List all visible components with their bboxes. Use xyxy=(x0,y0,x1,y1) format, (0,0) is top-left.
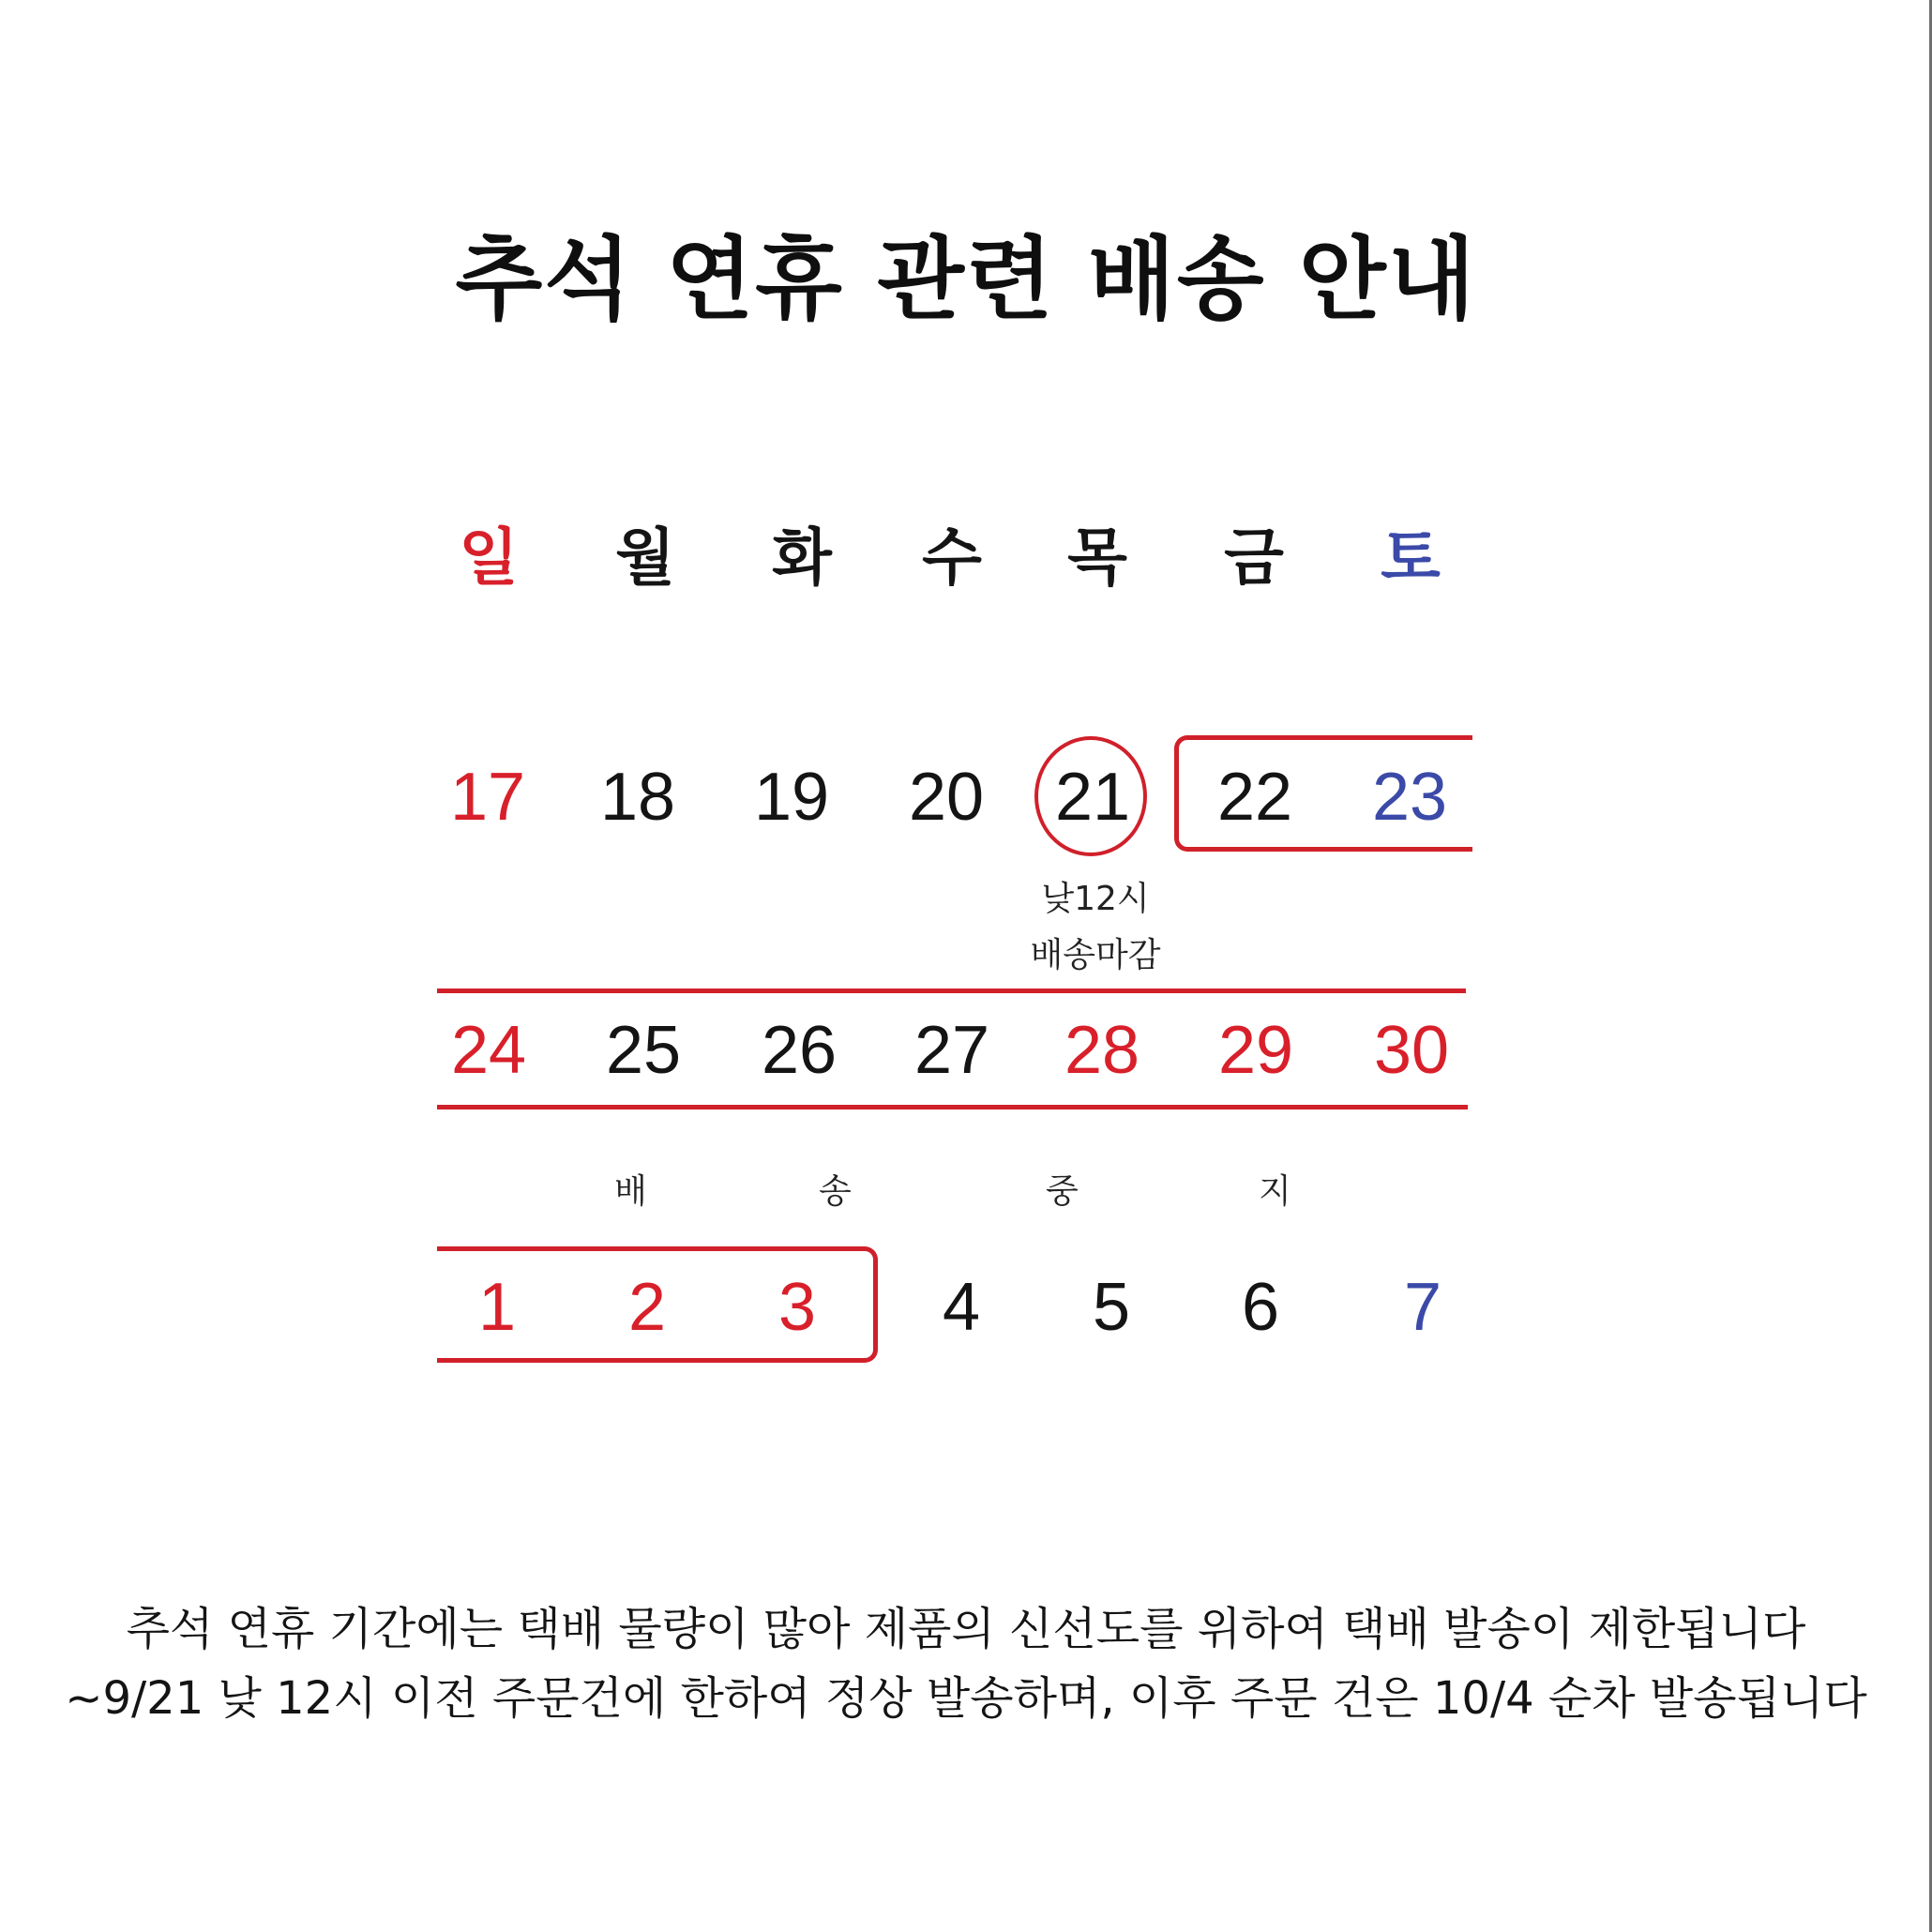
date-cell: 22 xyxy=(1216,760,1293,835)
date-cell: 30 xyxy=(1373,1013,1450,1088)
date-cell: 28 xyxy=(1064,1013,1140,1088)
date-cell: 6 xyxy=(1241,1270,1280,1345)
weekday-sat: 토 xyxy=(1381,521,1441,594)
date-cell: 23 xyxy=(1371,760,1448,835)
page-title: 추석 연휴 관련 배송 안내 xyxy=(455,227,1477,332)
holiday-line-bottom xyxy=(437,1105,1468,1109)
date-cell: 3 xyxy=(777,1270,817,1345)
date-cell: 17 xyxy=(449,760,526,835)
date-cell: 4 xyxy=(942,1270,981,1345)
suspension-label-char: 배 xyxy=(614,1172,647,1211)
cutoff-note-time: 낮12시 xyxy=(1041,880,1150,918)
date-cell: 19 xyxy=(753,760,830,835)
footer-notice-line2: ~9/21 낮 12시 이전 주문건에 한하여 정상 발송하며, 이후 주문 건은 10/4 순차 발송됩니다 xyxy=(65,1672,1867,1725)
date-cell: 5 xyxy=(1092,1270,1131,1345)
suspension-label-char: 지 xyxy=(1259,1172,1291,1211)
date-cell: 25 xyxy=(605,1013,682,1088)
date-cell-cutoff: 21 xyxy=(1054,760,1131,835)
weekday-mon: 월 xyxy=(615,521,675,594)
weekday-sun: 일 xyxy=(459,521,519,594)
suspension-label-char: 송 xyxy=(819,1172,852,1211)
date-cell: 29 xyxy=(1217,1013,1294,1088)
date-cell: 2 xyxy=(627,1270,667,1345)
date-cell: 26 xyxy=(761,1013,838,1088)
footer-notice-line1: 추석 연휴 기간에는 택배 물량이 많아 제품의 신선도를 위하여 택배 발송이 제한됩니다 xyxy=(126,1603,1806,1655)
date-cell: 24 xyxy=(450,1013,527,1088)
weekday-wed: 수 xyxy=(922,521,982,594)
date-cell: 20 xyxy=(908,760,985,835)
date-cell: 1 xyxy=(477,1270,517,1345)
holiday-line-top xyxy=(437,989,1466,993)
date-cell: 27 xyxy=(913,1013,990,1088)
weekday-fri: 금 xyxy=(1224,521,1284,594)
cutoff-note-label: 배송마감 xyxy=(1030,936,1161,974)
weekday-tue: 화 xyxy=(772,521,832,594)
weekday-thu: 목 xyxy=(1067,521,1127,594)
suspension-label-char: 중 xyxy=(1046,1172,1079,1211)
date-cell: 7 xyxy=(1403,1270,1442,1345)
date-cell: 18 xyxy=(599,760,676,835)
